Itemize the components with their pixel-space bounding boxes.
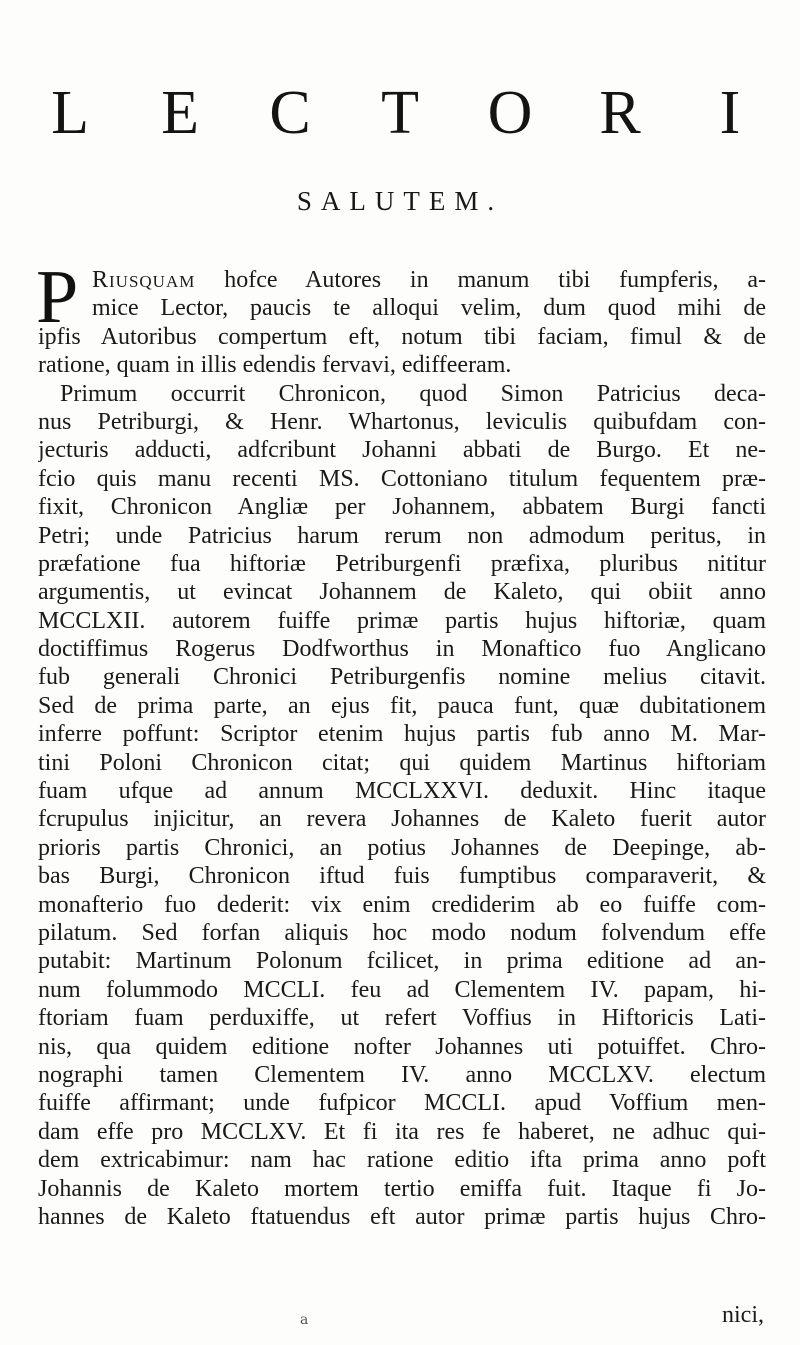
text-line: Primum occurrit Chronicon, quod Simon Patricius deca- [60, 380, 766, 407]
text-line: fixit, Chronicon Angliæ per Johannem, abbatem Burgi fancti [38, 494, 766, 521]
text-line: num folummodo MCCLI. feu ad Clementem IV. papam, hi- [38, 976, 766, 1003]
catchword: nici, [722, 1302, 764, 1328]
text-line: Petri; unde Patricius harum rerum non admodum peritus, in [38, 522, 766, 549]
text-line: tini Poloni Chronicon citat; qui quidem Martinus hiftoriam [38, 749, 766, 776]
heading-letter: L [51, 79, 89, 147]
text-line: præfatione fua hiftoriæ Petriburgenfi præfixa, pluribus nititur [38, 550, 766, 577]
text-line: fcrupulus injicitur, an revera Johannes de Kaleto fuerit autor [38, 806, 766, 833]
text-line: fuiffe affirmant; unde fufpicor MCCLI. apud Voffium men- [38, 1090, 766, 1117]
heading-letter: T [381, 79, 419, 147]
heading-letter: R [599, 79, 641, 147]
text-line: prioris partis Chronici, an potius Johannes de Deepinge, ab- [38, 834, 766, 861]
opening-word: Riusquam [92, 267, 196, 293]
text-line: MCCLXII. autorem fuiffe primæ partis hujus hiftoriæ, quam [38, 607, 766, 634]
text-line: bas Burgi, Chronicon iftud fuis fumptibus comparaverit, & [38, 863, 766, 890]
text-line: jecturis adducti, adfcribunt Johanni abbati de Burgo. Et ne- [38, 437, 766, 464]
signature-mark: a [300, 1312, 309, 1328]
text-line: fcio quis manu recenti MS. Cottoniano titulum fequentem præ- [38, 465, 766, 492]
text-line: ratione, quam in illis edendis fervavi, ediffeeram. [38, 352, 512, 379]
text-line: monafterio fuo dederit: vix enim crediderim ab eo fuiffe com- [38, 891, 766, 918]
drop-capital: P [36, 255, 79, 339]
text-line: ftoriam fuam perduxiffe, ut refert Voffius in Hiftoricis Lati- [38, 1005, 766, 1032]
text-line: argumentis, ut evincat Johannem de Kaleto, qui obiit anno [38, 579, 766, 606]
text-line: Sed de prima parte, an ejus fit, pauca funt, quæ dubitationem [38, 692, 766, 719]
text-line: pilatum. Sed forfan aliquis hoc modo nodum folvendum effe [38, 919, 766, 946]
text-line: mice Lector, paucis te alloqui velim, dum quod mihi de [92, 295, 766, 322]
heading-letter: C [269, 79, 311, 147]
text-line: fub generali Chronici Petriburgenfis nomine melius citavit. [38, 664, 766, 691]
text-line: nus Petriburgi, & Henr. Whartonus, leviculis quibufdam con- [38, 408, 766, 435]
heading-letter: I [719, 79, 741, 147]
heading-letter: O [487, 79, 533, 147]
text-line: ipfis Autoribus compertum eft, notum tibi faciam, fimul & de [38, 323, 766, 350]
heading-letter: E [161, 79, 199, 147]
text-line: fuam ufque ad annum MCCLXXVI. deduxit. Hinc itaque [38, 778, 766, 805]
text-line: dem extricabimur: nam hac ratione editio ifta prima anno poft [38, 1147, 766, 1174]
text-line: hannes de Kaleto ftatuendus eft autor primæ partis hujus Chro- [38, 1203, 766, 1230]
text-line: Johannis de Kaleto mortem tertio emiffa fuit. Itaque fi Jo- [38, 1175, 766, 1202]
text-line: nographi tamen Clementem IV. anno MCCLXV. electum [38, 1061, 766, 1088]
salutation: SALUTEM. [296, 186, 504, 216]
text-line: Riusquam hofce Autores in manum tibi fumpferis, a- [92, 267, 766, 293]
text-line: doctiffimus Rogerus Dodfworthus in Monaftico fuo Anglicano [38, 636, 766, 663]
text-line: nis, qua quidem editione nofter Johannes uti potuiffet. Chro- [38, 1033, 766, 1060]
text-line: putabit: Martinum Polonum fcilicet, in prima editione ad an- [38, 948, 766, 975]
body-text [36, 255, 766, 1231]
text-line: inferre poffunt: Scriptor etenim hujus partis fub anno M. Mar- [38, 721, 766, 748]
heading-lectori [40, 78, 760, 148]
text-line: dam effe pro MCCLXV. Et fi ita res fe haberet, ne adhuc qui- [38, 1118, 766, 1145]
